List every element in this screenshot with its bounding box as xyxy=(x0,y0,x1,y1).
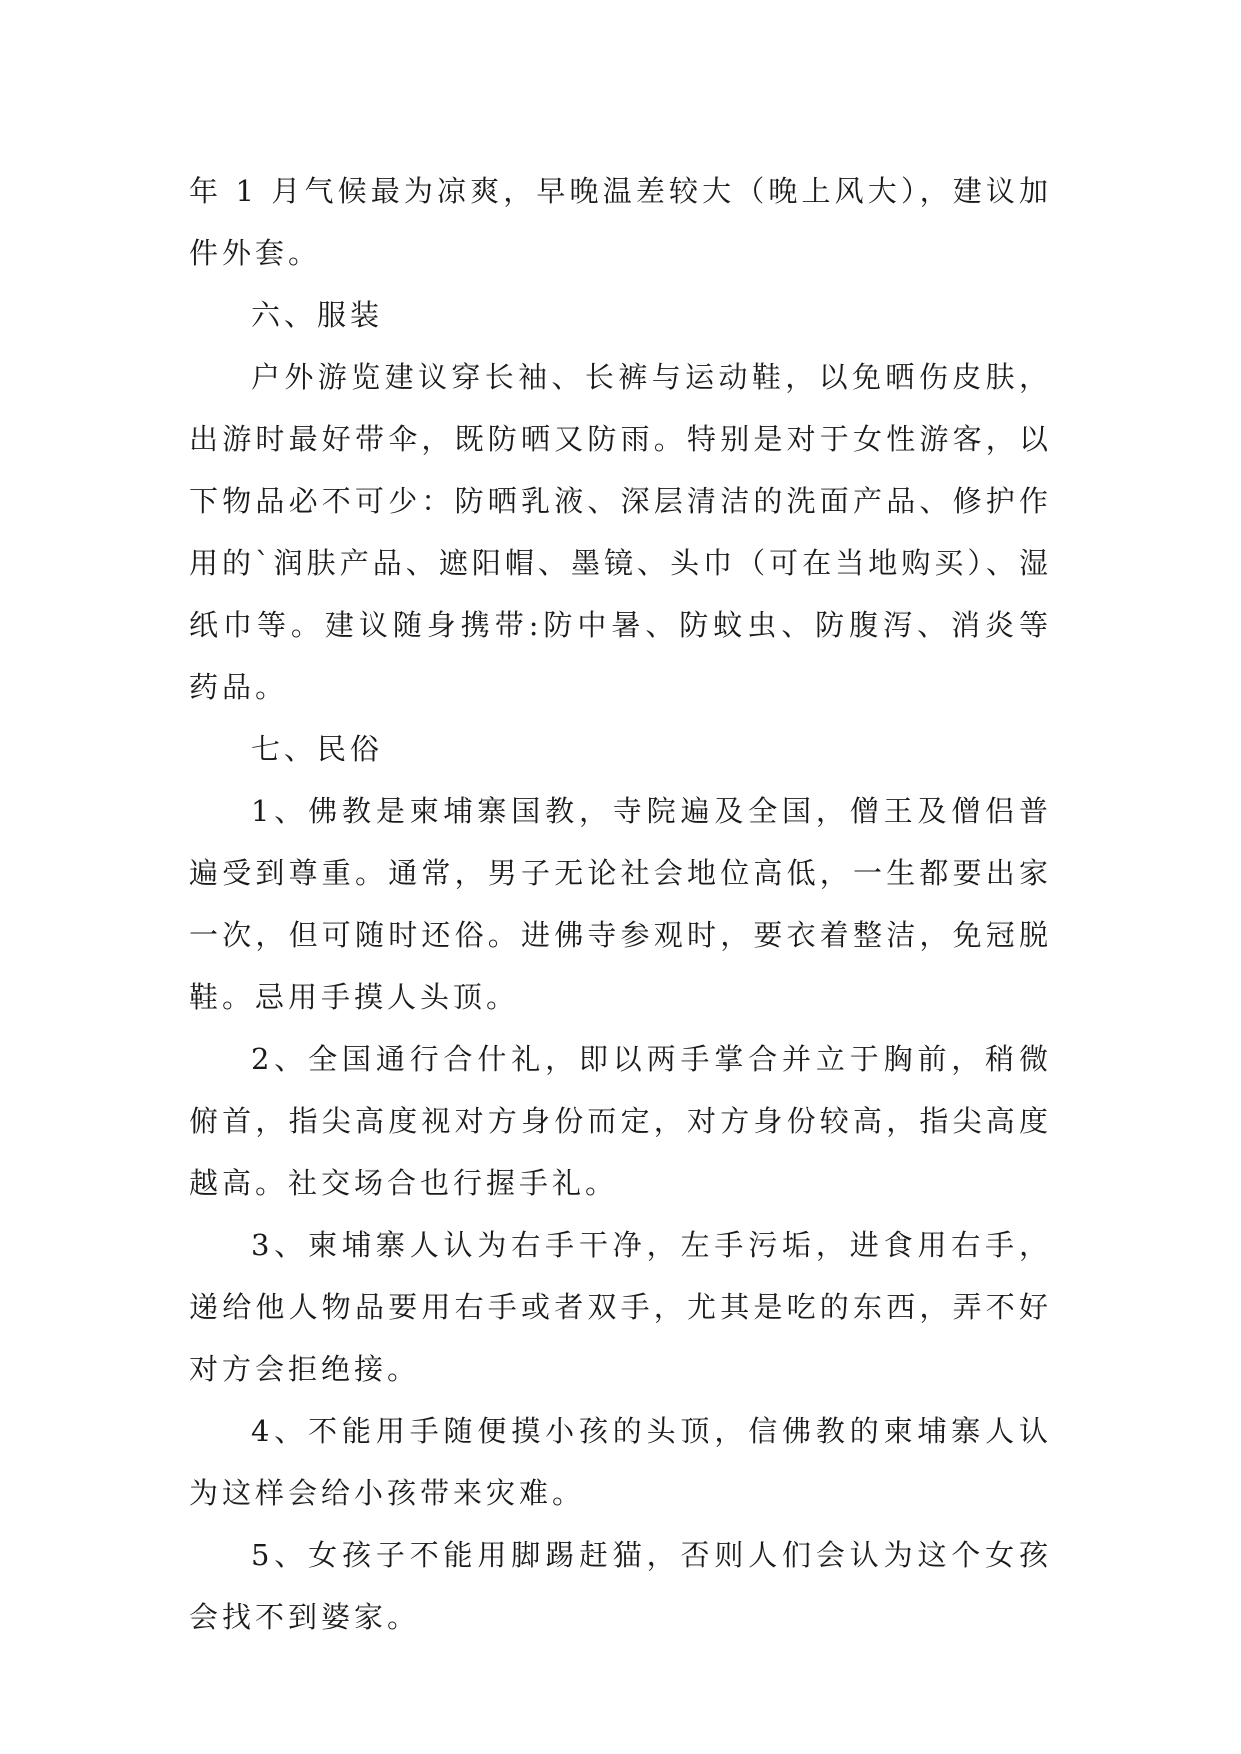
paragraph-custom-2: 2、全国通行合什礼，即以两手掌合并立于胸前，稍微俯首，指尖高度视对方身份而定，对方身份较高，指尖高度越高。社交场合也行握手礼。 xyxy=(189,1042,1052,1200)
paragraph-custom-1: 1、佛教是柬埔寨国教，寺院遍及全国，僧王及僧侣普遍受到尊重。通常，男子无论社会地位高低，一生都要出家一次，但可随时还俗。进佛寺参观时，要衣着整洁，免冠脱鞋。忌用手摸人头顶。 xyxy=(189,794,1052,1014)
paragraph-custom-5: 5、女孩子不能用脚踢赶猫，否则人们会认为这个女孩会找不到婆家。 xyxy=(189,1538,1052,1634)
paragraph-custom-3: 3、柬埔寨人认为右手干净，左手污垢，进食用右手，递给他人物品要用右手或者双手，尤其是吃的东西，弄不好对方会拒绝接。 xyxy=(189,1228,1052,1386)
section-heading-clothing: 六、服装 xyxy=(251,298,384,332)
document-body xyxy=(189,160,1052,1648)
section-heading-customs: 七、民俗 xyxy=(251,732,384,766)
paragraph-custom-4: 4、不能用手随便摸小孩的头顶，信佛教的柬埔寨人认为这样会给小孩带来灾难。 xyxy=(189,1414,1052,1510)
paragraph-climate-continued: 年 1 月气候最为凉爽，早晚温差较大（晚上风大），建议加件外套。 xyxy=(189,174,1052,270)
paragraph-clothing: 户外游览建议穿长袖、长裤与运动鞋，以免晒伤皮肤，出游时最好带伞，既防晒又防雨。特别是对于女性游客，以下物品必不可少：防晒乳液、深层清洁的洗面产品、修护作用的`润肤产品、遮阳帽、墨镜、头巾（可在当地购买）、湿纸巾等。建议随身携带:防中暑、防蚊虫、防腹泻、消炎等药品。 xyxy=(189,360,1052,704)
